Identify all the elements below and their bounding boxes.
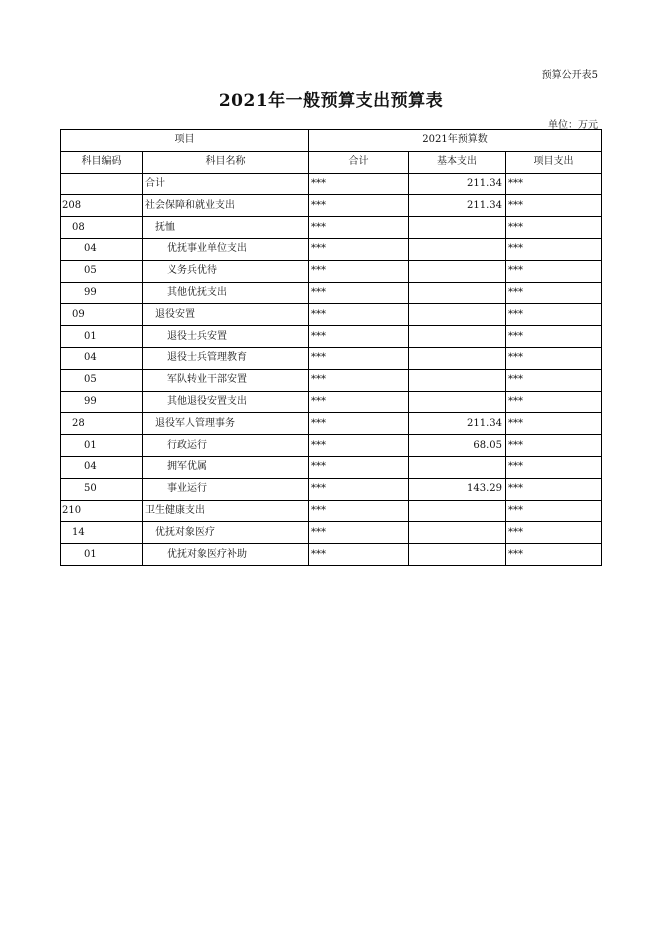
cell-project: ***	[506, 478, 602, 500]
header-row-2	[61, 151, 602, 173]
cell-total: ***	[309, 195, 409, 217]
cell-project: ***	[506, 217, 602, 239]
document-code: 预算公开表5	[541, 70, 598, 81]
cell-name: 退役士兵管理教育	[143, 347, 309, 369]
cell-code: 04	[61, 347, 143, 369]
cell-project: ***	[506, 326, 602, 348]
cell-total: ***	[309, 260, 409, 282]
cell-basic	[409, 391, 506, 413]
table-row	[61, 391, 602, 413]
cell-name: 优抚对象医疗补助	[143, 544, 309, 566]
cell-project: ***	[506, 544, 602, 566]
header-budget: 2021年预算数	[309, 130, 602, 152]
cell-basic	[409, 260, 506, 282]
cell-project: ***	[506, 456, 602, 478]
cell-code: 09	[61, 304, 143, 326]
cell-project: ***	[506, 173, 602, 195]
cell-basic: 211.34	[409, 413, 506, 435]
table-row	[61, 238, 602, 260]
cell-code: 99	[61, 391, 143, 413]
table-row	[61, 173, 602, 195]
cell-code: 50	[61, 478, 143, 500]
cell-total: ***	[309, 369, 409, 391]
header-total: 合计	[309, 151, 409, 173]
table-row	[61, 500, 602, 522]
cell-total: ***	[309, 478, 409, 500]
cell-name: 退役士兵安置	[143, 326, 309, 348]
cell-name: 事业运行	[143, 478, 309, 500]
cell-code: 05	[61, 369, 143, 391]
cell-total: ***	[309, 347, 409, 369]
cell-code: 208	[61, 195, 143, 217]
header-basic: 基本支出	[409, 151, 506, 173]
cell-total: ***	[309, 304, 409, 326]
cell-total: ***	[309, 435, 409, 457]
table-row	[61, 544, 602, 566]
cell-total: ***	[309, 391, 409, 413]
table-row	[61, 304, 602, 326]
cell-code: 04	[61, 238, 143, 260]
budget-table	[60, 129, 602, 566]
cell-name: 军队转业干部安置	[143, 369, 309, 391]
cell-basic	[409, 282, 506, 304]
cell-total: ***	[309, 413, 409, 435]
cell-basic	[409, 456, 506, 478]
cell-basic: 68.05	[409, 435, 506, 457]
cell-total: ***	[309, 173, 409, 195]
cell-project: ***	[506, 238, 602, 260]
cell-total: ***	[309, 456, 409, 478]
table-row	[61, 326, 602, 348]
cell-basic	[409, 522, 506, 544]
cell-name: 行政运行	[143, 435, 309, 457]
cell-name: 义务兵优待	[143, 260, 309, 282]
table-row	[61, 522, 602, 544]
cell-project: ***	[506, 413, 602, 435]
cell-basic: 211.34	[409, 173, 506, 195]
cell-basic	[409, 369, 506, 391]
cell-name: 优抚对象医疗	[143, 522, 309, 544]
table-row	[61, 260, 602, 282]
cell-name: 合计	[143, 173, 309, 195]
cell-name: 其他优抚支出	[143, 282, 309, 304]
page-title: 2021年一般预算支出预算表	[218, 91, 444, 111]
cell-name: 抚恤	[143, 217, 309, 239]
cell-basic: 143.29	[409, 478, 506, 500]
cell-basic	[409, 217, 506, 239]
cell-project: ***	[506, 260, 602, 282]
cell-basic	[409, 544, 506, 566]
cell-name: 退役军人管理事务	[143, 413, 309, 435]
unit-label: 单位：万元	[548, 120, 598, 131]
cell-project: ***	[506, 522, 602, 544]
cell-project: ***	[506, 347, 602, 369]
cell-code: 210	[61, 500, 143, 522]
cell-code: 01	[61, 544, 143, 566]
cell-basic	[409, 347, 506, 369]
cell-code: 28	[61, 413, 143, 435]
cell-basic	[409, 326, 506, 348]
table-row	[61, 369, 602, 391]
cell-total: ***	[309, 522, 409, 544]
cell-project: ***	[506, 369, 602, 391]
cell-name: 卫生健康支出	[143, 500, 309, 522]
cell-code: 01	[61, 435, 143, 457]
cell-name: 退役安置	[143, 304, 309, 326]
header-name: 科目名称	[143, 151, 309, 173]
cell-code: 04	[61, 456, 143, 478]
table-row	[61, 478, 602, 500]
cell-code	[61, 173, 143, 195]
cell-name: 优抚事业单位支出	[143, 238, 309, 260]
cell-basic	[409, 238, 506, 260]
cell-total: ***	[309, 500, 409, 522]
table-row	[61, 347, 602, 369]
cell-name: 社会保障和就业支出	[143, 195, 309, 217]
header-code: 科目编码	[61, 151, 143, 173]
cell-basic: 211.34	[409, 195, 506, 217]
cell-project: ***	[506, 195, 602, 217]
cell-basic	[409, 304, 506, 326]
cell-total: ***	[309, 282, 409, 304]
cell-total: ***	[309, 544, 409, 566]
cell-project: ***	[506, 500, 602, 522]
cell-total: ***	[309, 217, 409, 239]
table-row	[61, 282, 602, 304]
cell-name: 其他退役安置支出	[143, 391, 309, 413]
cell-code: 14	[61, 522, 143, 544]
cell-project: ***	[506, 304, 602, 326]
cell-total: ***	[309, 326, 409, 348]
table-row	[61, 195, 602, 217]
table-row	[61, 217, 602, 239]
cell-name: 拥军优属	[143, 456, 309, 478]
cell-project: ***	[506, 435, 602, 457]
table-row	[61, 435, 602, 457]
cell-code: 08	[61, 217, 143, 239]
table-body	[61, 173, 602, 565]
header-item: 项目	[61, 130, 309, 152]
cell-total: ***	[309, 238, 409, 260]
header-row-1	[61, 130, 602, 152]
table-row	[61, 413, 602, 435]
cell-code: 99	[61, 282, 143, 304]
cell-project: ***	[506, 282, 602, 304]
header-project: 项目支出	[506, 151, 602, 173]
cell-basic	[409, 500, 506, 522]
cell-code: 01	[61, 326, 143, 348]
cell-project: ***	[506, 391, 602, 413]
table-row	[61, 456, 602, 478]
cell-code: 05	[61, 260, 143, 282]
